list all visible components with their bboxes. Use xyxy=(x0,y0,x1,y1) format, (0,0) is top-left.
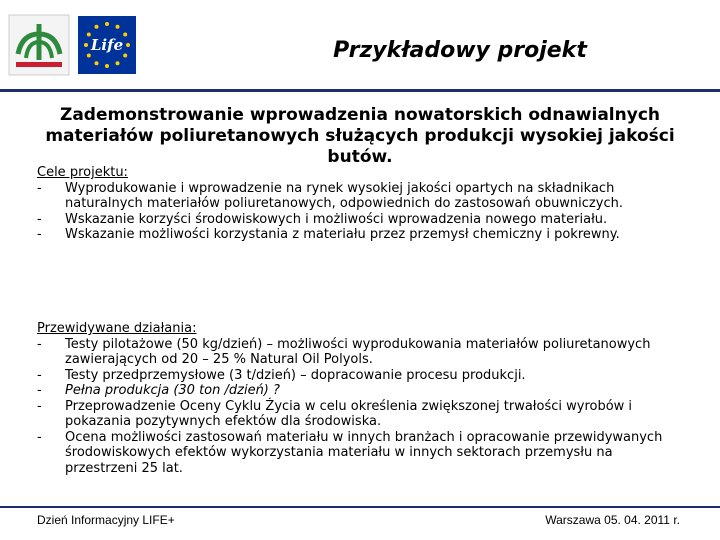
goal-text: Wskazanie możliwości korzystania z materiału przez przemysł chemiczny i pokrewny. xyxy=(65,227,620,242)
action-text: Testy pilotażowe (50 kg/dzień) – możliwości wyprodukowania materiałów poliuretanowych zawierających od 20 – 25 % Natural Oil Polyols. xyxy=(65,336,651,367)
list-dash: - xyxy=(37,336,42,352)
list-item xyxy=(37,337,687,368)
action-text: Ocena możliwości zastosowań materiału w innych branżach i opracowanie przewidywanych środowiskowych efektów wykorzystania materiału w innych sektorach przemysłu na przestrzeni 25 lat. xyxy=(65,429,663,476)
project-headline: Zademonstrowanie wprowadzenia nowatorskich odnawialnych materiałów poliuretanowych służących produkcji wysokiej jakości butów. xyxy=(45,105,675,167)
goals-heading: Cele projektu: xyxy=(37,165,128,180)
goals-section xyxy=(37,165,687,243)
goal-text: Wyprodukowanie i wprowadzenie na rynek wysokiej jakości opartych na składnikach naturalnych materiałów poliuretanowych, odpowiednich do zastosowań obuwniczych. xyxy=(65,180,623,211)
logo-area xyxy=(8,14,138,76)
goal-text: Wskazanie korzyści środowiskowych i możliwości wprowadzenia nowego materiału. xyxy=(65,211,608,227)
actions-section xyxy=(37,321,687,476)
action-text: Testy przedprzemysłowe (3 t/dzień) – dopracowanie procesu produkcji. xyxy=(65,367,526,383)
actions-heading: Przewidywane działania: xyxy=(37,321,197,336)
life-logo-text: Life xyxy=(90,36,124,54)
list-item xyxy=(37,383,687,399)
title-divider xyxy=(0,89,720,92)
eu-life-logo xyxy=(78,16,136,74)
list-dash: - xyxy=(37,180,42,196)
list-dash: - xyxy=(37,429,42,445)
footer-date: Warszawa 05. 04. 2011 r. xyxy=(545,513,680,527)
list-dash: - xyxy=(37,383,42,398)
page-title: Przykładowy projekt xyxy=(333,38,587,63)
action-text: Pełna produkcja (30 ton /dzień) ? xyxy=(65,383,280,398)
list-item xyxy=(37,399,687,430)
list-dash: - xyxy=(37,211,42,227)
footer-divider xyxy=(0,506,720,508)
list-dash: - xyxy=(37,227,42,242)
action-text: Przeprowadzenie Oceny Cyklu Życia w celu określenia zwiększonej trwałości wyrobów i pokazania pozytywnych efektów dla środowiska. xyxy=(65,398,633,429)
list-item xyxy=(37,368,687,384)
list-dash: - xyxy=(37,367,42,383)
ministry-environment-logo xyxy=(8,14,70,76)
footer-event: Dzień Informacyjny LIFE+ xyxy=(37,513,175,527)
list-item xyxy=(37,430,687,477)
list-item xyxy=(37,181,687,212)
list-dash: - xyxy=(37,398,42,414)
list-item xyxy=(37,227,687,243)
list-item xyxy=(37,212,687,228)
